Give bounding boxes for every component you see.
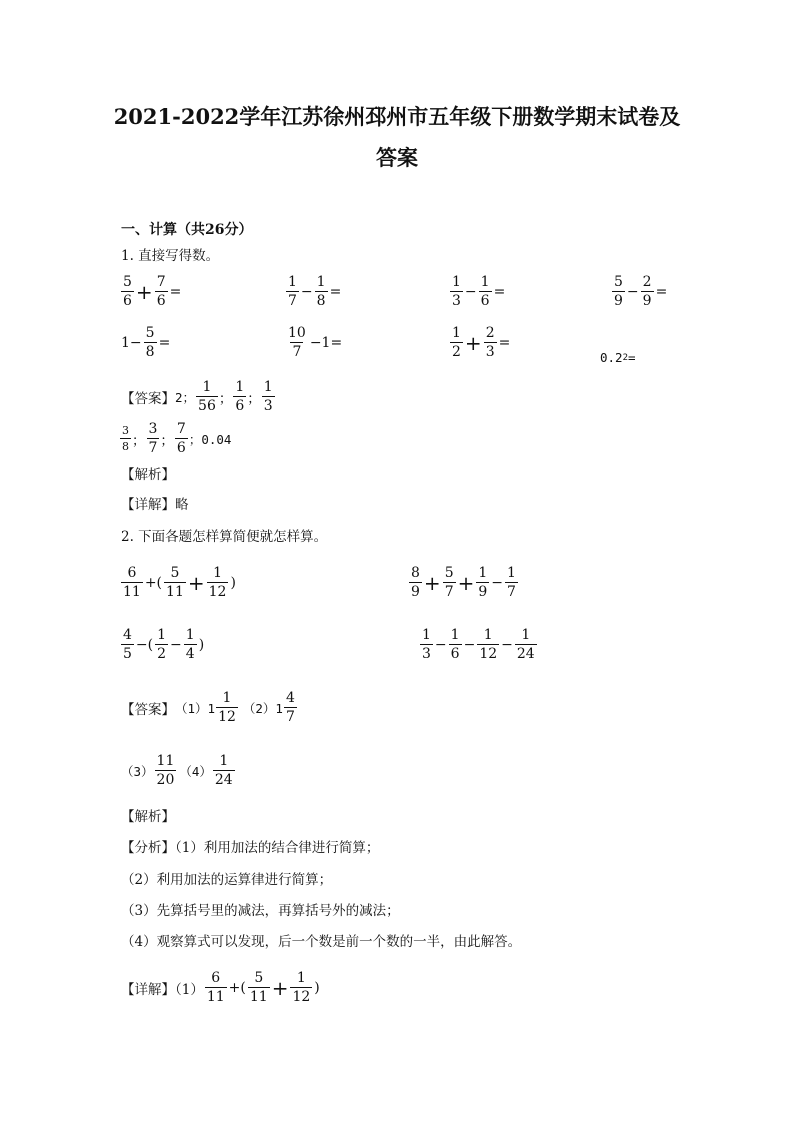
q1-item-d: $\frac{5}{9}$ − $\frac{2}{9}$ = <box>614 274 668 309</box>
q1-item-b: $\frac{1}{7}$ − $\frac{1}{8}$ = <box>288 274 342 309</box>
doc-title-line2: 答案 <box>376 145 418 170</box>
doc-title-line1: 2021-2022学年江苏徐州邳州市五年级下册数学期末试卷及 <box>113 104 681 129</box>
q1-item-f: $\frac{10}{7}$ −1= <box>288 325 343 360</box>
q2-detail: 【详解】（1） $\frac{6}{11}$ +( $\frac{5}{11}$ + $\frac{1}{12}$ ) <box>121 970 320 1005</box>
q2-expr-3: $\frac{4}{5}$ −( $\frac{1}{2}$ − $\frac{1}{4}$ ) <box>123 627 205 662</box>
q1-item-e: 1− $\frac{5}{8}$ = <box>121 325 171 360</box>
q1-item-h: 0.2 2 = <box>600 350 636 365</box>
q1-detail: 【详解】略 <box>121 497 189 513</box>
q2-expr-1: $\frac{6}{11}$ +( $\frac{5}{11}$ + $\frac{1}{12}$ ) <box>123 565 236 600</box>
q2-answer-line1: 【答案】 （1）1 $\frac{1}{12}$ （2）1 $\frac{4}{7}$ <box>121 690 295 725</box>
q2-analysis-point-3: （3）先算括号里的减法，再算括号外的减法； <box>121 903 400 919</box>
q2-analysis-point-4: （4）观察算式可以发现，后一个数是前一个数的一半，由此解答。 <box>121 934 522 950</box>
q1-answer-line2: $\frac{3}{8}$ ； $\frac{3}{7}$ ； $\frac{7}{6}$ ；0.04 <box>122 421 232 456</box>
section-heading: 一、计算（共26分） <box>121 222 253 238</box>
q2-answer-line2: （3） $\frac{11}{20}$ （4） $\frac{1}{24}$ <box>121 753 233 788</box>
q2-prompt: 2. 下面各题怎样算简便就怎样算。 <box>121 529 328 545</box>
q2-analysis-point-1: 【分析】（1）利用加法的结合律进行简算； <box>121 840 380 856</box>
q2-analysis-point-2: （2）利用加法的运算律进行简算； <box>121 872 333 888</box>
q1-item-c: $\frac{1}{3}$ − $\frac{1}{6}$ = <box>452 274 506 309</box>
q2-analysis: 【解析】 <box>121 809 175 825</box>
q2-expr-4: $\frac{1}{3}$ − $\frac{1}{6}$ − $\frac{1}{12}$ − $\frac{1}{24}$ <box>422 627 535 662</box>
q1-answer-line1: 【答案】 2； $\frac{1}{56}$ ； $\frac{1}{6}$ ； $\frac{1}{3}$ <box>121 379 273 414</box>
q1-prompt: 1. 直接写得数。 <box>121 248 220 264</box>
q1-item-g: $\frac{1}{2}$ + $\frac{2}{3}$ = <box>452 325 511 360</box>
q2-expr-2: $\frac{8}{9}$ + $\frac{5}{7}$ + $\frac{1}{9}$ − $\frac{1}{7}$ <box>411 565 516 600</box>
q1-analysis: 【解析】 <box>121 467 175 483</box>
q1-item-a: $\frac{5}{6}$ + $\frac{7}{6}$ = <box>123 274 182 309</box>
